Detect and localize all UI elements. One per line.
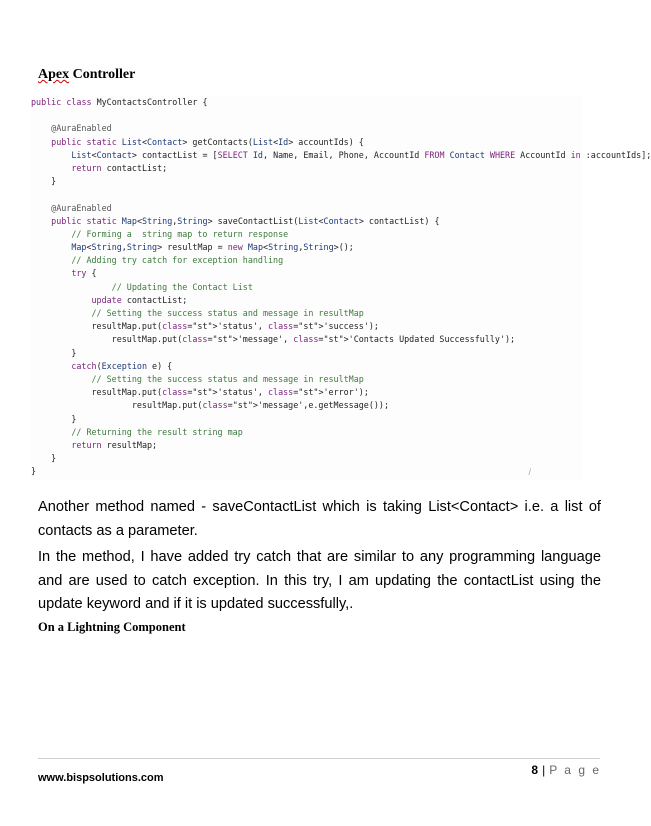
code-line: List<Contact> contactList = [SELECT Id, Name, Email, Phone, AccountId FROM Contact WHERE AccountId in :accountIds]; (71, 149, 651, 160)
code-line: } (31, 453, 57, 464)
code-line: // Adding try catch for exception handling (31, 255, 284, 266)
code-line: return resultMap; (71, 439, 158, 450)
code-line: resultMap.put(class="st">'message', class="st">'Contacts Updated Successfully'); (31, 334, 516, 345)
code-line: // Forming a string map to return response (31, 228, 289, 239)
code-line: resultMap.put(class="st">'message',e.getMessage()); (31, 400, 390, 411)
code-line: public class MyContactsController { (31, 97, 208, 107)
heading-suffix: Controller (72, 67, 136, 82)
website-url: www.bispsolutions.com (38, 772, 164, 784)
heading-prefix: Apex (38, 67, 70, 82)
lightning-component-heading: On a Lightning Component (38, 620, 186, 634)
code-line: Map<String,String> resultMap = new Map<String,String>(); (71, 242, 354, 253)
code-line (31, 188, 651, 201)
code-line: update contactList; (91, 294, 188, 305)
code-line: // Setting the success status and message in resultMap (31, 308, 364, 318)
code-line: // Updating the Contact List (31, 281, 253, 292)
code-line: public static Map<String,String> saveContactList(List<Contact> contactList) { (51, 215, 440, 226)
code-line: // Setting the success status and message in resultMap (31, 373, 364, 384)
code-line: try { (71, 268, 97, 279)
section-heading (38, 67, 135, 83)
page-separator: | (542, 763, 546, 777)
paragraph-try-catch: In the method, I have added try catch that are similar to any programming language and are used to catch exception. In this try, I am updating the contactList using the update keyword and if it is updated successfully,. (38, 549, 601, 612)
code-line: @AuraEnabled (31, 123, 112, 134)
page-number (531, 763, 601, 777)
cursor-mark: / (528, 467, 531, 477)
code-screenshot (31, 96, 651, 480)
page-label: P a g e (549, 763, 601, 777)
code-block (31, 96, 651, 478)
page-number-value: 8 (531, 763, 539, 777)
code-line: } (31, 176, 57, 187)
paragraph-method-description: Another method named - saveContactList which is taking List<Contact> i.e. a list of contacts as a parameter. (38, 499, 601, 539)
code-line: resultMap.put(class="st">'status', class="st">'error'); (31, 387, 369, 398)
code-line: } (31, 466, 37, 477)
code-line: public static List<Contact> getContacts(List<Id> accountIds) { (51, 136, 364, 147)
footer-divider (38, 758, 600, 759)
code-line: } (31, 347, 77, 358)
code-line (31, 109, 651, 122)
code-line: catch(Exception e) { (71, 360, 173, 371)
code-line: resultMap.put(class="st">'status', class="st">'success'); (31, 321, 379, 332)
code-line: // Returning the result string map (31, 426, 243, 437)
code-line: } (31, 413, 77, 424)
code-line: return contactList; (71, 162, 168, 173)
code-line: @AuraEnabled (31, 202, 112, 213)
